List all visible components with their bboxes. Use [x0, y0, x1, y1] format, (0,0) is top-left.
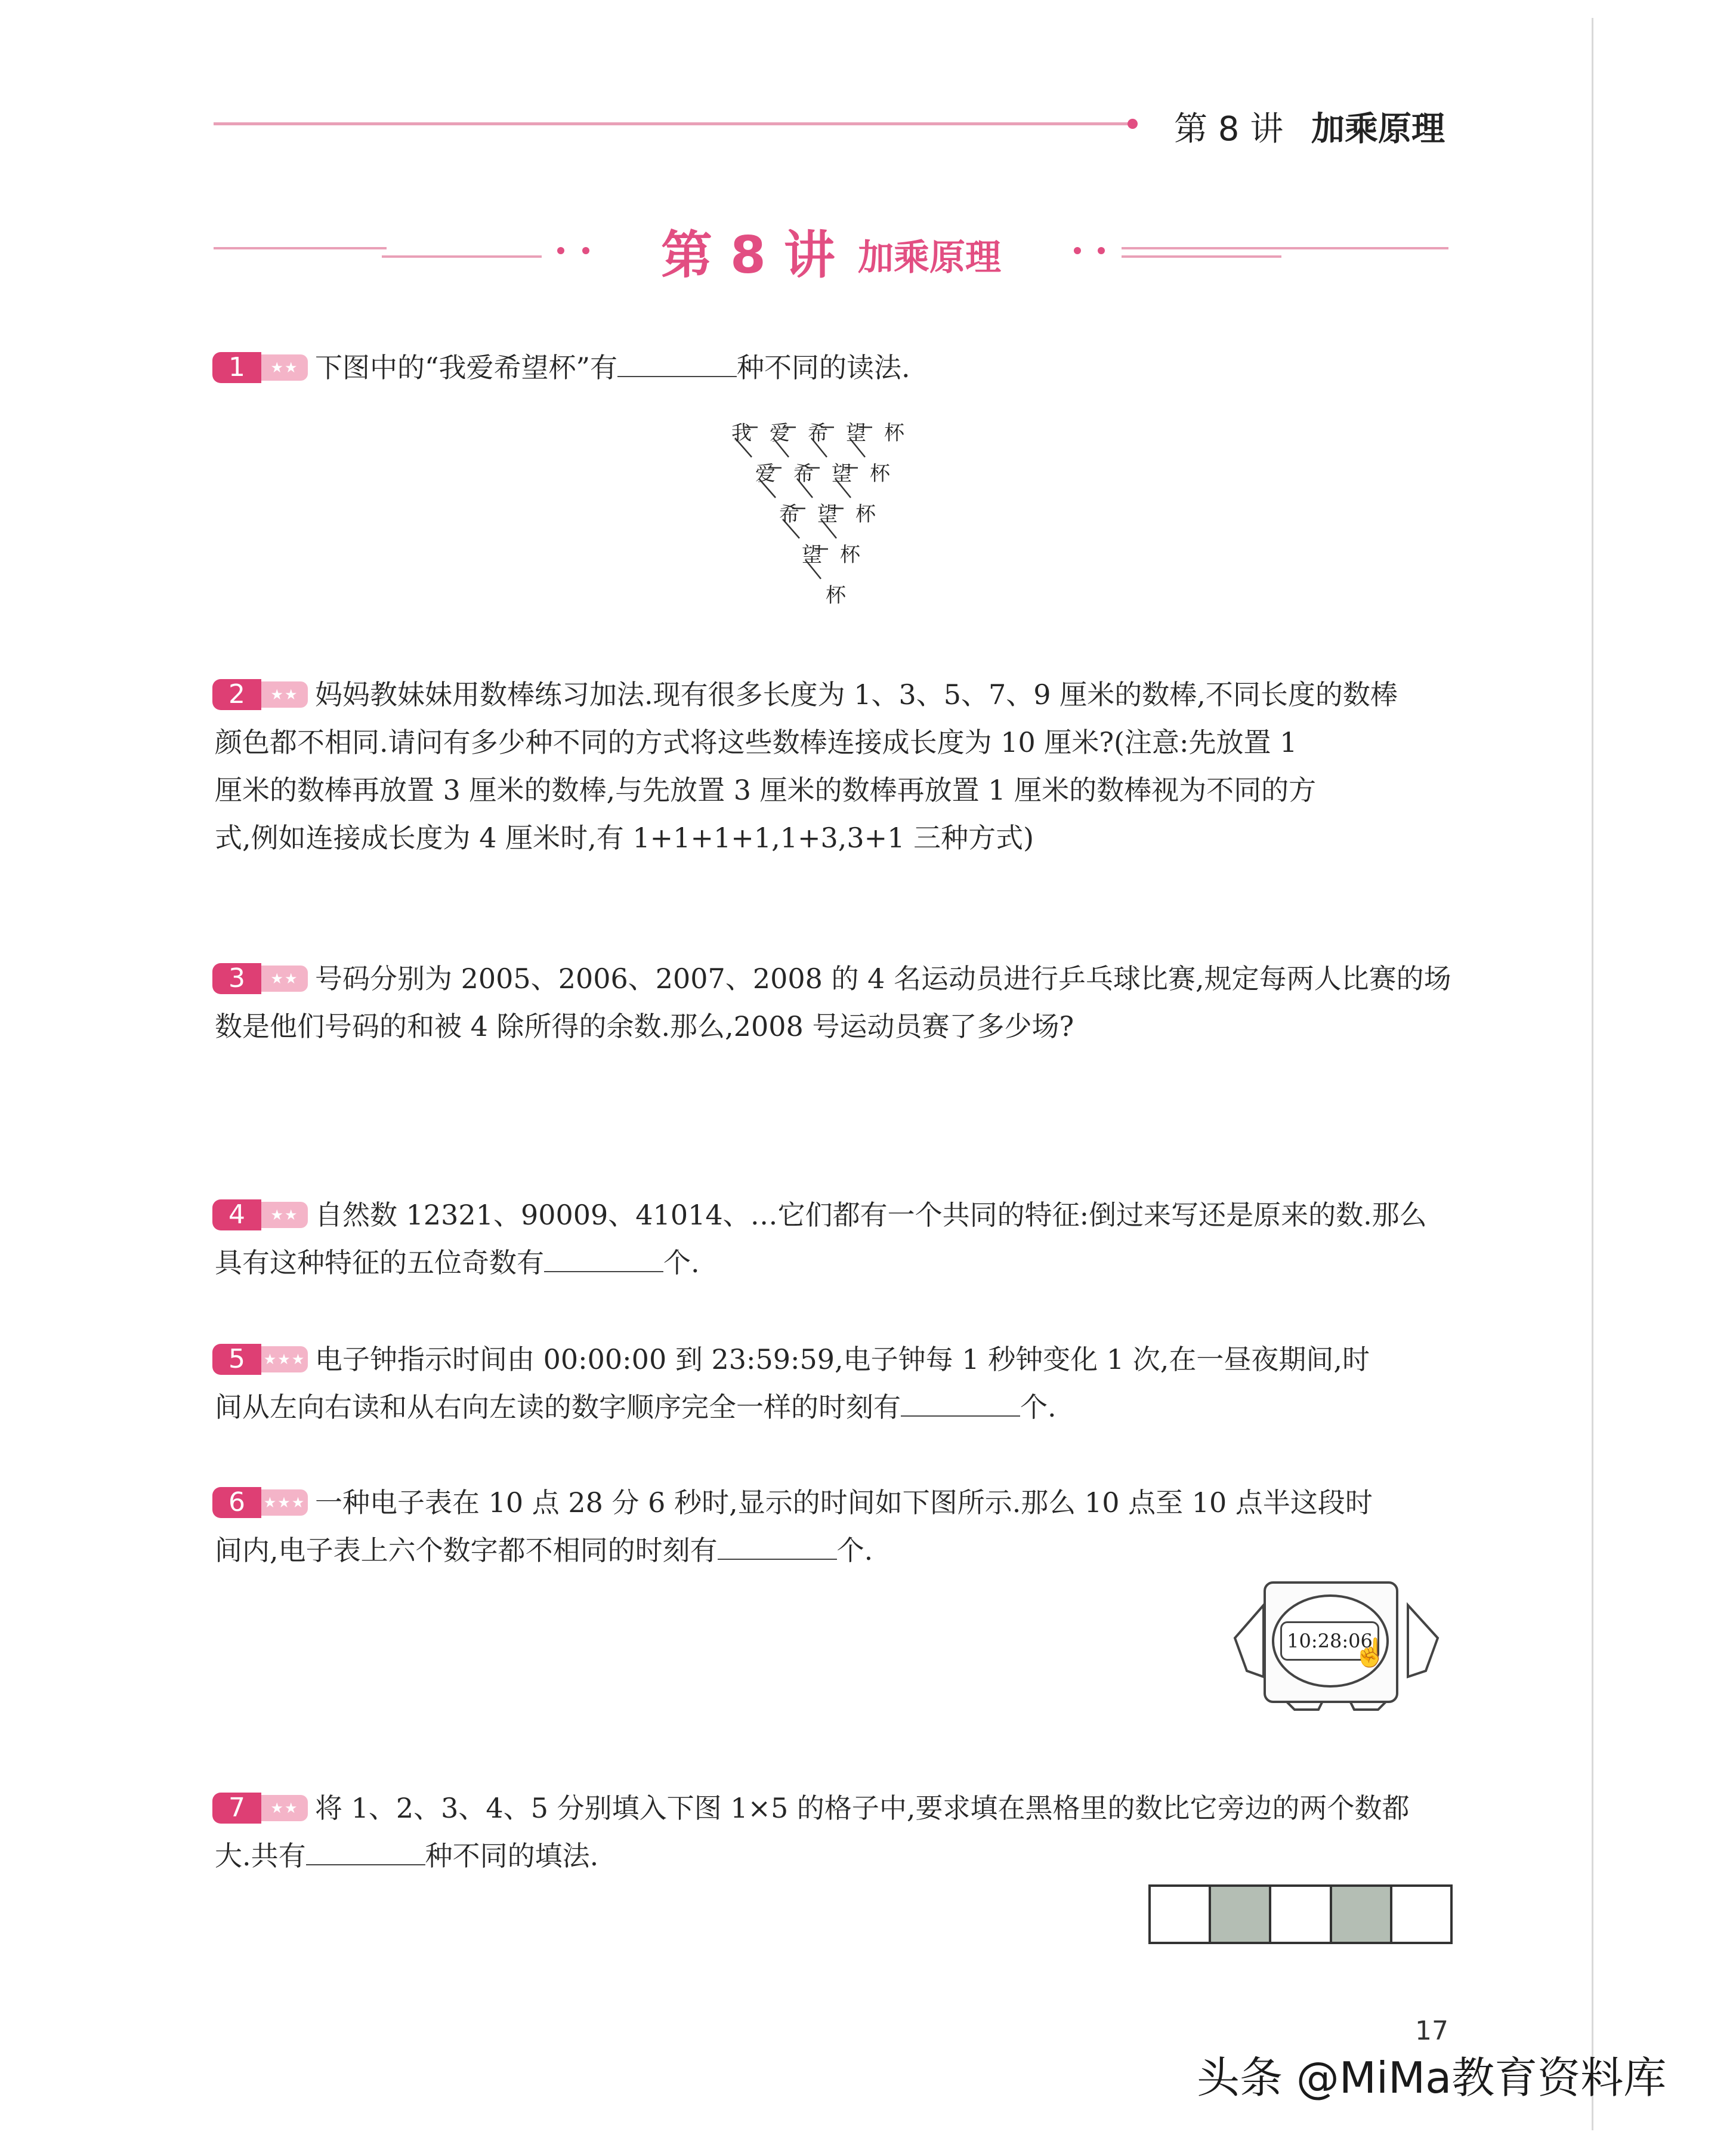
problem-text: 号码分别为 2005、2006、2007、2008 的 4 名运动员进行乒乓球比赛,规定每两人比赛的场: [315, 963, 1451, 995]
diagram-char: 望: [846, 421, 866, 445]
difficulty-stars-icon: ★★: [261, 1795, 308, 1821]
problem-number: 4: [212, 1199, 261, 1230]
problem-text: 下图中的“我爱希望杯”有: [315, 351, 618, 384]
difficulty-stars-icon: ★★★: [261, 1346, 308, 1372]
diagram-char: 杯: [855, 502, 876, 526]
problem-number: 7: [212, 1793, 261, 1824]
problem-text: 厘米的数棒再放置 3 厘米的数棒,与先放置 3 厘米的数棒再放置 1 厘米的数棒视为不同的方: [215, 774, 1317, 806]
difficulty-stars-icon: ★★: [261, 966, 308, 992]
problem-text: 电子钟指示时间由 00:00:00 到 23:59:59,电子钟每 1 秒钟变化 1 次,在一昼夜期间,时: [315, 1343, 1370, 1375]
reading-paths-diagram: [716, 412, 966, 603]
header-topic: 加乘原理: [1311, 110, 1445, 149]
watch-display: 10:28:06: [1280, 1621, 1379, 1661]
problem-badge: [212, 1344, 308, 1375]
answer-blank[interactable]: [306, 1837, 425, 1865]
answer-blank[interactable]: [544, 1244, 663, 1272]
problem-4-line-2: [215, 1239, 700, 1287]
pointing-hand-icon: ☝: [1353, 1636, 1388, 1668]
page-number: 17: [1415, 2016, 1448, 2046]
diagram-char: 望: [802, 543, 822, 567]
diagram-char: 希: [808, 421, 828, 445]
problem-text: 间从左向右读和从右向左读的数字顺序完全一样的时刻有: [215, 1391, 901, 1423]
watermark: 头条 @MiMa教育资料库: [1197, 2053, 1667, 2103]
problem-text: 颜色都不相同.请问有多少种不同的方式将这些数棒连接成长度为 10 厘米?(注意:先放置 1: [215, 726, 1298, 758]
diagram-char: 杯: [870, 462, 890, 486]
problem-number: 2: [212, 679, 261, 710]
answer-blank[interactable]: [617, 348, 737, 377]
problem-text: 间内,电子表上六个数字都不相同的时刻有: [215, 1534, 718, 1566]
title-rule-right-2: [1122, 255, 1281, 258]
problem-text: 将 1、2、3、4、5 分别填入下图 1×5 的格子中,要求填在黑格里的数比它旁边的两个数都: [315, 1792, 1410, 1824]
lecture-topic: 加乘原理: [858, 237, 1001, 279]
grid-cell-white[interactable]: [1271, 1887, 1332, 1942]
problem-text: 大.共有: [215, 1840, 306, 1872]
problem-text: 具有这种特征的五位奇数有: [215, 1247, 544, 1279]
grid-cell-dark[interactable]: [1332, 1887, 1392, 1942]
diagram-char: 希: [779, 502, 799, 526]
title-dot: [557, 247, 564, 254]
problem-text: 个.: [663, 1247, 700, 1279]
grid-cell-white[interactable]: [1392, 1887, 1450, 1942]
page-edge-line: [1592, 18, 1593, 2130]
title-dot: [1074, 247, 1081, 254]
problem-7-line-2: [215, 1832, 598, 1880]
problem-text: 一种电子表在 10 点 28 分 6 秒时,显示的时间如下图所示.那么 10 点至 10 点半这段时: [315, 1486, 1373, 1519]
title-rule-left: [214, 247, 387, 249]
problem-badge: [212, 963, 308, 994]
problem-badge: [212, 1199, 308, 1230]
one-by-five-grid: [1148, 1884, 1453, 1944]
problem-text: 种不同的填法.: [425, 1840, 599, 1872]
difficulty-stars-icon: ★★: [261, 1202, 308, 1228]
problem-badge: [212, 679, 308, 710]
header-lecture: 第 8 讲: [1174, 110, 1284, 149]
problem-5-line-2: [215, 1383, 1057, 1431]
diagram-char: 杯: [840, 543, 860, 567]
header-dot: [1128, 119, 1138, 129]
diagram-char: 爱: [755, 462, 776, 486]
diagram-char: 希: [793, 462, 814, 486]
title-rule-right: [1122, 247, 1448, 249]
problem-badge: [212, 352, 308, 383]
problem-text: 数是他们号码的和被 4 除所得的余数.那么,2008 号运动员赛了多少场?: [215, 1010, 1074, 1042]
problem-text: 妈妈教妹妹用数棒练习加法.现有很多长度为 1、3、5、7、9 厘米的数棒,不同长度的数棒: [315, 678, 1398, 711]
diagram-char: 望: [832, 462, 852, 486]
title-dot: [582, 247, 589, 254]
title-dot: [1098, 247, 1105, 254]
problem-text: 自然数 12321、90009、41014、…它们都有一个共同的特征:倒过来写还是原来的数.那么: [315, 1199, 1427, 1231]
problem-6-line-2: [215, 1526, 873, 1574]
title-rule-left-2: [382, 255, 542, 258]
difficulty-stars-icon: ★★★: [261, 1489, 308, 1516]
problem-number: 1: [212, 352, 261, 383]
answer-blank[interactable]: [718, 1531, 837, 1560]
diagram-char: 爱: [770, 421, 790, 445]
problem-number: 5: [212, 1344, 261, 1375]
problem-number: 3: [212, 963, 261, 994]
problem-text: 个.: [1020, 1391, 1057, 1423]
problem-1-text: [315, 344, 910, 391]
diagram-char: 杯: [884, 421, 904, 445]
problem-number: 6: [212, 1487, 261, 1518]
grid-cell-dark[interactable]: [1211, 1887, 1271, 1942]
diagram-char: 望: [817, 502, 838, 526]
diagram-char: 我: [731, 421, 752, 445]
header-rule: [214, 122, 1131, 125]
grid-cell-white[interactable]: [1151, 1887, 1211, 1942]
answer-blank[interactable]: [901, 1388, 1020, 1417]
problem-text: 种不同的读法.: [737, 351, 910, 384]
diagram-char: 杯: [826, 584, 846, 607]
problem-text: 个.: [836, 1534, 873, 1566]
problem-text: 式,例如连接成长度为 4 厘米时,有 1+1+1+1,1+3,3+1 三种方式): [215, 822, 1034, 854]
problem-badge: [212, 1793, 308, 1824]
lecture-title: 第 8 讲: [661, 226, 835, 285]
problem-badge: [212, 1487, 308, 1518]
difficulty-stars-icon: ★★: [261, 354, 308, 381]
difficulty-stars-icon: ★★: [261, 681, 308, 708]
